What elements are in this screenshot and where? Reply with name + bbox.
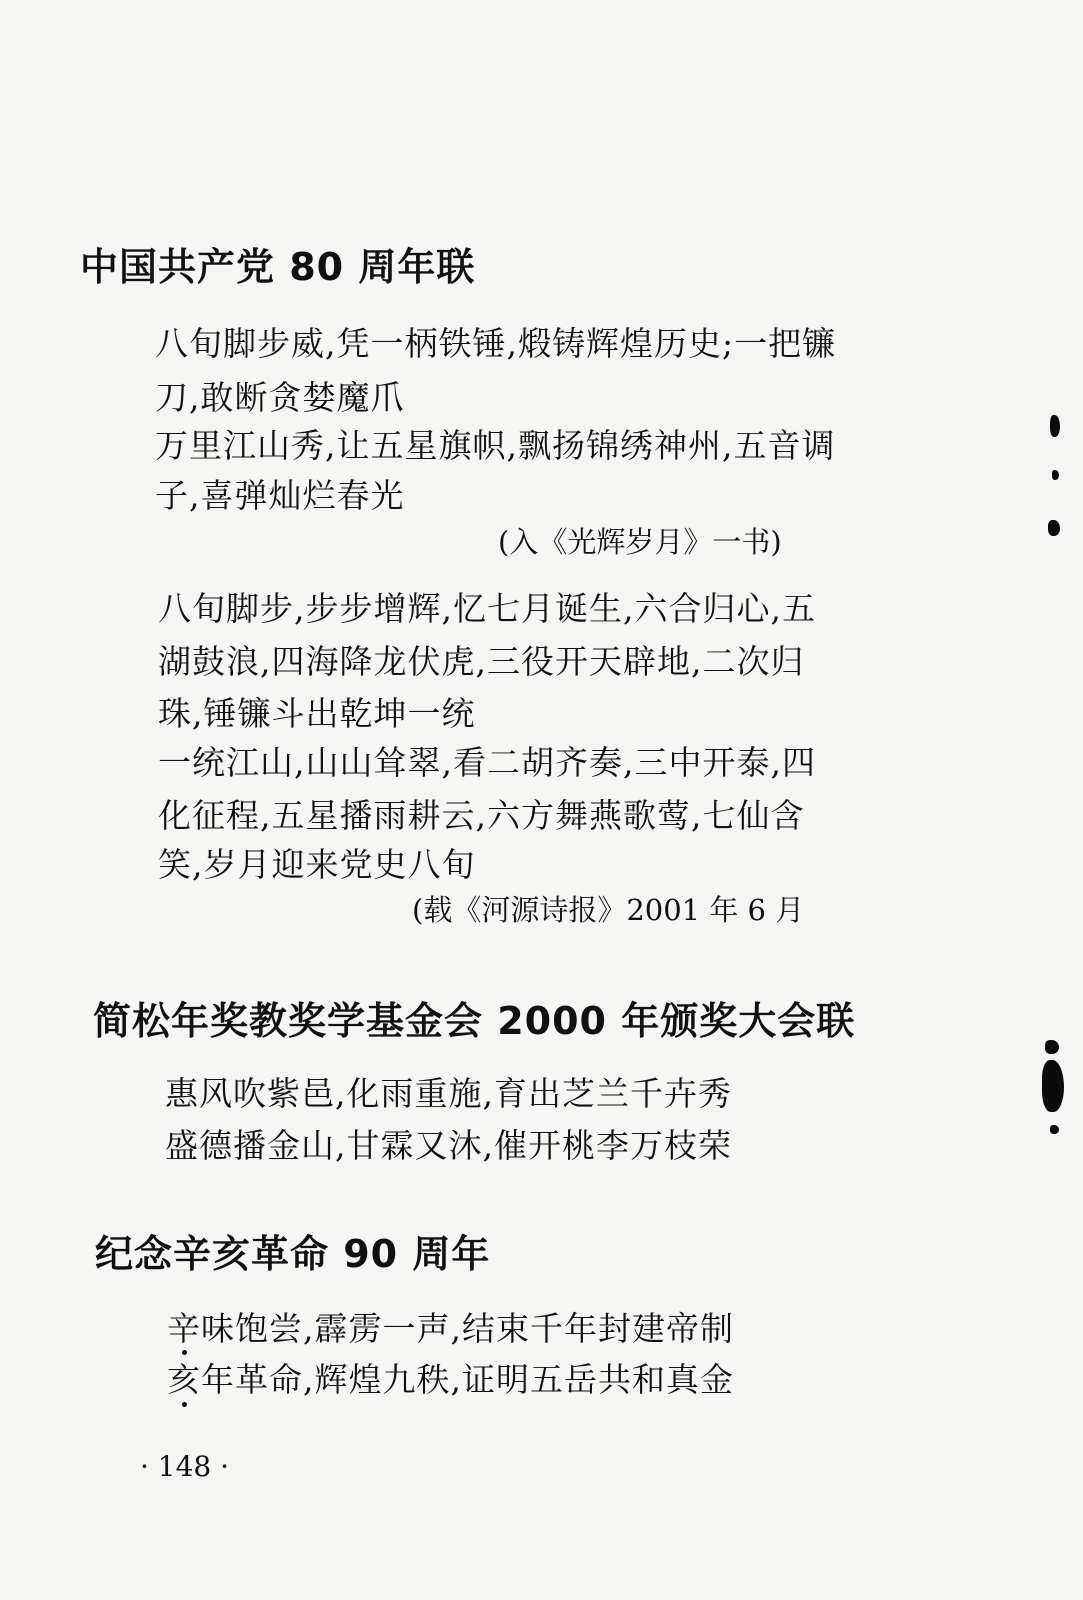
section-title: 简松年奖教奖学基金会 2000 年颁奖大会联 [93, 999, 856, 1043]
source-note: (入《光辉岁月》一书) [498, 525, 782, 559]
couplet-line: 盛德播金山,甘霖又沐,催开桃李万枝荣 [165, 1126, 732, 1165]
couplet-line: 惠风吹紫邑,化雨重施,育出芝兰千卉秀 [165, 1074, 732, 1113]
couplet-line: 一统江山,山山耸翠,看二胡齐奏,三中开泰,四 [158, 743, 816, 782]
source-note: (载《河源诗报》2001 年 6 月 [412, 893, 805, 927]
couplet-line: 子,喜弹灿烂春光 [155, 476, 405, 515]
couplet-line: 辛味饱尝,霹雳一声,结束千年封建帝制 [167, 1309, 734, 1348]
couplet-line: 八旬脚步,步步增辉,忆七月诞生,六合归心,五 [158, 589, 816, 628]
couplet-line: 化征程,五星播雨耕云,六方舞燕歌莺,七仙含 [158, 796, 805, 835]
scan-speck [1042, 1060, 1064, 1112]
couplet-line: 湖鼓浪,四海降龙伏虎,三役开天辟地,二次归 [158, 642, 805, 681]
emphasis-dot [182, 1402, 187, 1407]
scan-speck [1045, 1040, 1059, 1054]
couplet-line: 刀,敢断贪婪魔爪 [155, 378, 405, 417]
couplet-line: 笑,岁月迎来党史八旬 [158, 845, 476, 884]
scan-speck [1050, 415, 1060, 437]
page-number: · 148 · [140, 1450, 230, 1483]
scan-speck [1048, 520, 1060, 536]
couplet-line: 珠,锤镰斗出乾坤一统 [158, 694, 476, 733]
couplet-line: 万里江山秀,让五星旗帜,飘扬锦绣神州,五音调 [155, 426, 836, 465]
scan-speck [1050, 1125, 1059, 1134]
section-title: 纪念辛亥革命 90 周年 [95, 1232, 491, 1276]
couplet-line: 亥年革命,辉煌九秩,证明五岳共和真金 [167, 1360, 734, 1399]
couplet-line: 八旬脚步威,凭一柄铁锤,煅铸辉煌历史;一把镰 [155, 324, 837, 363]
section-title: 中国共产党 80 周年联 [80, 245, 476, 289]
scan-speck [1052, 470, 1059, 480]
